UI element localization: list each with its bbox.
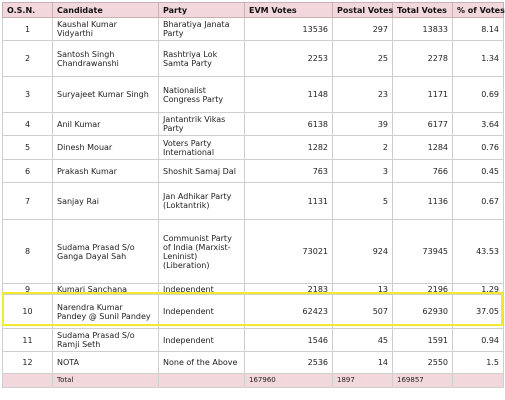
table-row [3, 352, 504, 374]
total-row [3, 374, 504, 388]
cell-evm-votes: 62423 [245, 295, 333, 329]
cell-postal-votes: 5 [333, 183, 393, 220]
cell-osn: 3 [3, 77, 53, 113]
cell-total-votes: 6177 [393, 113, 453, 136]
cell-party: Voters Party International [159, 136, 245, 160]
results-table [2, 2, 504, 388]
header-postal-votes: Postal Votes [333, 3, 393, 18]
table-row [3, 220, 504, 284]
cell-party: Independent [159, 329, 245, 352]
cell-percent-votes: 1.5 [453, 352, 504, 374]
cell-evm-votes: 2183 [245, 284, 333, 295]
cell-osn: 9 [3, 284, 53, 295]
cell-party: Jantantrik Vikas Party [159, 113, 245, 136]
cell-candidate: Prakash Kumar [53, 160, 159, 183]
cell-percent-votes: 0.76 [453, 136, 504, 160]
cell-osn: 5 [3, 136, 53, 160]
cell-candidate: Santosh Singh Chandrawanshi [53, 41, 159, 77]
cell-evm-votes: 6138 [245, 113, 333, 136]
cell-postal-votes: 25 [333, 41, 393, 77]
cell-total-votes: 2196 [393, 284, 453, 295]
header-candidate: Candidate [53, 3, 159, 18]
table-row-highlighted [3, 295, 504, 329]
cell-empty [453, 374, 504, 388]
cell-postal-votes: 39 [333, 113, 393, 136]
header-total-votes: Total Votes [393, 3, 453, 18]
total-evm-votes: 167960 [245, 374, 333, 388]
cell-percent-votes: 0.67 [453, 183, 504, 220]
table-row [3, 183, 504, 220]
cell-evm-votes: 73021 [245, 220, 333, 284]
total-postal-votes: 1897 [333, 374, 393, 388]
cell-total-votes: 1591 [393, 329, 453, 352]
header-evm-votes: EVM Votes [245, 3, 333, 18]
cell-evm-votes: 1282 [245, 136, 333, 160]
cell-postal-votes: 45 [333, 329, 393, 352]
table-row [3, 284, 504, 295]
cell-osn: 10 [3, 295, 53, 329]
cell-percent-votes: 37.05 [453, 295, 504, 329]
cell-osn: 7 [3, 183, 53, 220]
cell-empty [159, 374, 245, 388]
cell-party: Communist Party of India (Marxist-Leninist) (Liberation) [159, 220, 245, 284]
cell-osn: 2 [3, 41, 53, 77]
cell-osn: 12 [3, 352, 53, 374]
cell-party: Rashtriya Lok Samta Party [159, 41, 245, 77]
cell-empty [3, 374, 53, 388]
cell-candidate: NOTA [53, 352, 159, 374]
cell-total-votes: 766 [393, 160, 453, 183]
cell-total-votes: 73945 [393, 220, 453, 284]
table-row [3, 41, 504, 77]
header-percent-votes: % of Votes [453, 3, 504, 18]
cell-party: Independent [159, 284, 245, 295]
cell-postal-votes: 507 [333, 295, 393, 329]
table-row [3, 18, 504, 41]
cell-candidate: Kumari Sanchana [53, 284, 159, 295]
cell-party: None of the Above [159, 352, 245, 374]
cell-osn: 6 [3, 160, 53, 183]
cell-evm-votes: 2536 [245, 352, 333, 374]
cell-total-votes: 2278 [393, 41, 453, 77]
cell-party: Bharatiya Janata Party [159, 18, 245, 41]
cell-postal-votes: 14 [333, 352, 393, 374]
table-row [3, 113, 504, 136]
cell-evm-votes: 1546 [245, 329, 333, 352]
table-row [3, 136, 504, 160]
total-total-votes: 169857 [393, 374, 453, 388]
cell-candidate: Narendra Kumar Pandey @ Sunil Pandey [53, 295, 159, 329]
cell-total-votes: 2550 [393, 352, 453, 374]
cell-candidate: Dinesh Mouar [53, 136, 159, 160]
cell-party: Nationalist Congress Party [159, 77, 245, 113]
cell-postal-votes: 297 [333, 18, 393, 41]
cell-postal-votes: 924 [333, 220, 393, 284]
cell-postal-votes: 2 [333, 136, 393, 160]
cell-total-votes: 13833 [393, 18, 453, 41]
cell-total-votes: 1171 [393, 77, 453, 113]
cell-osn: 8 [3, 220, 53, 284]
cell-party: Jan Adhikar Party (Loktantrik) [159, 183, 245, 220]
header-row [3, 3, 504, 18]
cell-evm-votes: 13536 [245, 18, 333, 41]
cell-percent-votes: 0.94 [453, 329, 504, 352]
cell-total-votes: 62930 [393, 295, 453, 329]
table-row [3, 77, 504, 113]
cell-percent-votes: 0.69 [453, 77, 504, 113]
cell-candidate: Anil Kumar [53, 113, 159, 136]
cell-osn: 1 [3, 18, 53, 41]
cell-evm-votes: 2253 [245, 41, 333, 77]
cell-evm-votes: 1131 [245, 183, 333, 220]
cell-candidate: Sudama Prasad S/o Ramji Seth [53, 329, 159, 352]
cell-osn: 11 [3, 329, 53, 352]
cell-total-votes: 1284 [393, 136, 453, 160]
cell-party: Shoshit Samaj Dal [159, 160, 245, 183]
cell-party: Independent [159, 295, 245, 329]
total-label: Total [53, 374, 159, 388]
cell-percent-votes: 3.64 [453, 113, 504, 136]
cell-candidate: Suryajeet Kumar Singh [53, 77, 159, 113]
cell-candidate: Kaushal Kumar Vidyarthi [53, 18, 159, 41]
cell-candidate: Sudama Prasad S/o Ganga Dayal Sah [53, 220, 159, 284]
cell-percent-votes: 1.34 [453, 41, 504, 77]
cell-evm-votes: 1148 [245, 77, 333, 113]
table-row [3, 160, 504, 183]
cell-percent-votes: 1.29 [453, 284, 504, 295]
header-party: Party [159, 3, 245, 18]
cell-total-votes: 1136 [393, 183, 453, 220]
cell-percent-votes: 43.53 [453, 220, 504, 284]
cell-postal-votes: 13 [333, 284, 393, 295]
cell-percent-votes: 0.45 [453, 160, 504, 183]
cell-postal-votes: 3 [333, 160, 393, 183]
cell-evm-votes: 763 [245, 160, 333, 183]
cell-percent-votes: 8.14 [453, 18, 504, 41]
cell-postal-votes: 23 [333, 77, 393, 113]
header-osn: O.S.N. [3, 3, 53, 18]
cell-osn: 4 [3, 113, 53, 136]
table-row [3, 329, 504, 352]
cell-candidate: Sanjay Rai [53, 183, 159, 220]
